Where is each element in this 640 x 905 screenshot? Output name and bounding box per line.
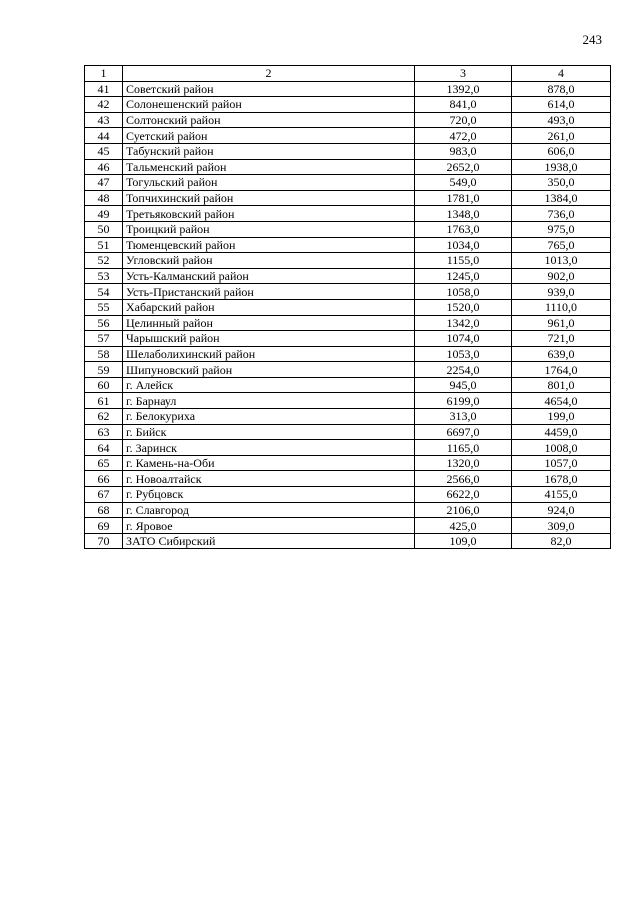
value-column-4-cell: 721,0 — [512, 331, 611, 347]
table-row — [85, 221, 611, 237]
value-column-4-cell: 961,0 — [512, 315, 611, 331]
table-body — [85, 81, 611, 549]
value-column-4-cell: 736,0 — [512, 206, 611, 222]
row-number-cell: 44 — [85, 128, 123, 144]
district-name-cell: г. Заринск — [123, 440, 415, 456]
row-number-cell: 62 — [85, 409, 123, 425]
table-row — [85, 112, 611, 128]
table-row — [85, 409, 611, 425]
row-number-cell: 67 — [85, 487, 123, 503]
row-number-cell: 51 — [85, 237, 123, 253]
row-number-cell: 61 — [85, 393, 123, 409]
district-name-cell: г. Славгород — [123, 502, 415, 518]
value-column-3-cell: 841,0 — [415, 97, 512, 113]
district-name-cell: Советский район — [123, 81, 415, 97]
column-header-2: 2 — [123, 66, 415, 82]
row-number-cell: 45 — [85, 143, 123, 159]
district-name-cell: Усть-Пристанский район — [123, 284, 415, 300]
district-name-cell: г. Яровое — [123, 518, 415, 534]
value-column-3-cell: 549,0 — [415, 175, 512, 191]
value-column-3-cell: 109,0 — [415, 533, 512, 549]
district-name-cell: ЗАТО Сибирский — [123, 533, 415, 549]
table-row — [85, 175, 611, 191]
table-row — [85, 284, 611, 300]
value-column-4-cell: 975,0 — [512, 221, 611, 237]
table-row — [85, 97, 611, 113]
value-column-4-cell: 4654,0 — [512, 393, 611, 409]
value-column-3-cell: 1165,0 — [415, 440, 512, 456]
row-number-cell: 41 — [85, 81, 123, 97]
value-column-3-cell: 1392,0 — [415, 81, 512, 97]
table-row — [85, 253, 611, 269]
district-name-cell: Суетский район — [123, 128, 415, 144]
value-column-4-cell: 199,0 — [512, 409, 611, 425]
value-column-3-cell: 1348,0 — [415, 206, 512, 222]
value-column-4-cell: 1938,0 — [512, 159, 611, 175]
row-number-cell: 57 — [85, 331, 123, 347]
row-number-cell: 68 — [85, 502, 123, 518]
row-number-cell: 46 — [85, 159, 123, 175]
row-number-cell: 50 — [85, 221, 123, 237]
value-column-3-cell: 1074,0 — [415, 331, 512, 347]
value-column-3-cell: 313,0 — [415, 409, 512, 425]
district-name-cell: г. Новоалтайск — [123, 471, 415, 487]
value-column-3-cell: 6622,0 — [415, 487, 512, 503]
value-column-4-cell: 614,0 — [512, 97, 611, 113]
value-column-3-cell: 1320,0 — [415, 455, 512, 471]
value-column-4-cell: 1764,0 — [512, 362, 611, 378]
district-name-cell: Табунский район — [123, 143, 415, 159]
value-column-4-cell: 350,0 — [512, 175, 611, 191]
value-column-3-cell: 1342,0 — [415, 315, 512, 331]
row-number-cell: 49 — [85, 206, 123, 222]
row-number-cell: 42 — [85, 97, 123, 113]
district-name-cell: г. Белокуриха — [123, 409, 415, 425]
table-row — [85, 455, 611, 471]
value-column-4-cell: 924,0 — [512, 502, 611, 518]
value-column-3-cell: 2652,0 — [415, 159, 512, 175]
value-column-3-cell: 1763,0 — [415, 221, 512, 237]
table-row — [85, 159, 611, 175]
value-column-4-cell: 801,0 — [512, 377, 611, 393]
value-column-3-cell: 1781,0 — [415, 190, 512, 206]
value-column-4-cell: 1013,0 — [512, 253, 611, 269]
table-row — [85, 143, 611, 159]
district-name-cell: Тогульский район — [123, 175, 415, 191]
value-column-4-cell: 261,0 — [512, 128, 611, 144]
value-column-4-cell: 765,0 — [512, 237, 611, 253]
header-row — [85, 66, 611, 82]
district-name-cell: г. Рубцовск — [123, 487, 415, 503]
value-column-3-cell: 1155,0 — [415, 253, 512, 269]
table-row — [85, 518, 611, 534]
row-number-cell: 48 — [85, 190, 123, 206]
value-column-3-cell: 945,0 — [415, 377, 512, 393]
value-column-3-cell: 2106,0 — [415, 502, 512, 518]
table-row — [85, 502, 611, 518]
value-column-4-cell: 1057,0 — [512, 455, 611, 471]
value-column-4-cell: 493,0 — [512, 112, 611, 128]
value-column-4-cell: 902,0 — [512, 268, 611, 284]
value-column-4-cell: 1110,0 — [512, 299, 611, 315]
district-name-cell: Усть-Калманский район — [123, 268, 415, 284]
district-name-cell: Чарышский район — [123, 331, 415, 347]
district-name-cell: Тюменцевский район — [123, 237, 415, 253]
value-column-3-cell: 983,0 — [415, 143, 512, 159]
district-name-cell: Тальменский район — [123, 159, 415, 175]
value-column-4-cell: 1008,0 — [512, 440, 611, 456]
row-number-cell: 63 — [85, 424, 123, 440]
value-column-3-cell: 6697,0 — [415, 424, 512, 440]
district-name-cell: Шипуновский район — [123, 362, 415, 378]
value-column-4-cell: 1384,0 — [512, 190, 611, 206]
row-number-cell: 54 — [85, 284, 123, 300]
district-name-cell: Шелаболихинский район — [123, 346, 415, 362]
table-row — [85, 128, 611, 144]
row-number-cell: 69 — [85, 518, 123, 534]
table-row — [85, 237, 611, 253]
table-row — [85, 81, 611, 97]
table-row — [85, 533, 611, 549]
district-name-cell: Солонешенский район — [123, 97, 415, 113]
value-column-3-cell: 2254,0 — [415, 362, 512, 378]
table-row — [85, 393, 611, 409]
value-column-3-cell: 6199,0 — [415, 393, 512, 409]
value-column-3-cell: 1058,0 — [415, 284, 512, 300]
page-number: 243 — [582, 32, 602, 47]
row-number-cell: 60 — [85, 377, 123, 393]
row-number-cell: 70 — [85, 533, 123, 549]
value-column-3-cell: 1520,0 — [415, 299, 512, 315]
column-header-1: 1 — [85, 66, 123, 82]
value-column-4-cell: 606,0 — [512, 143, 611, 159]
value-column-3-cell: 1053,0 — [415, 346, 512, 362]
district-name-cell: Солтонский район — [123, 112, 415, 128]
district-name-cell: г. Бийск — [123, 424, 415, 440]
value-column-3-cell: 425,0 — [415, 518, 512, 534]
district-name-cell: Топчихинский район — [123, 190, 415, 206]
column-header-4: 4 — [512, 66, 611, 82]
table-row — [85, 487, 611, 503]
table-row — [85, 268, 611, 284]
value-column-3-cell: 1034,0 — [415, 237, 512, 253]
value-column-4-cell: 82,0 — [512, 533, 611, 549]
value-column-3-cell: 2566,0 — [415, 471, 512, 487]
row-number-cell: 43 — [85, 112, 123, 128]
value-column-4-cell: 4155,0 — [512, 487, 611, 503]
district-name-cell: Троицкий район — [123, 221, 415, 237]
table-row — [85, 440, 611, 456]
row-number-cell: 53 — [85, 268, 123, 284]
value-column-4-cell: 309,0 — [512, 518, 611, 534]
table-row — [85, 424, 611, 440]
row-number-cell: 58 — [85, 346, 123, 362]
row-number-cell: 52 — [85, 253, 123, 269]
row-number-cell: 55 — [85, 299, 123, 315]
row-number-cell: 66 — [85, 471, 123, 487]
row-number-cell: 56 — [85, 315, 123, 331]
table-row — [85, 206, 611, 222]
value-column-4-cell: 4459,0 — [512, 424, 611, 440]
value-column-3-cell: 720,0 — [415, 112, 512, 128]
table-row — [85, 362, 611, 378]
district-name-cell: г. Камень-на-Оби — [123, 455, 415, 471]
table-row — [85, 315, 611, 331]
data-table — [84, 65, 611, 549]
district-name-cell: Угловский район — [123, 253, 415, 269]
value-column-3-cell: 472,0 — [415, 128, 512, 144]
table-row — [85, 346, 611, 362]
district-name-cell: Третьяковский район — [123, 206, 415, 222]
value-column-3-cell: 1245,0 — [415, 268, 512, 284]
table-row — [85, 377, 611, 393]
table-row — [85, 299, 611, 315]
value-column-4-cell: 1678,0 — [512, 471, 611, 487]
row-number-cell: 64 — [85, 440, 123, 456]
column-header-3: 3 — [415, 66, 512, 82]
row-number-cell: 65 — [85, 455, 123, 471]
table-row — [85, 331, 611, 347]
row-number-cell: 47 — [85, 175, 123, 191]
district-name-cell: Хабарский район — [123, 299, 415, 315]
table-row — [85, 190, 611, 206]
table-row — [85, 471, 611, 487]
value-column-4-cell: 639,0 — [512, 346, 611, 362]
district-name-cell: Целинный район — [123, 315, 415, 331]
value-column-4-cell: 878,0 — [512, 81, 611, 97]
table-header — [85, 66, 611, 82]
district-name-cell: г. Алейск — [123, 377, 415, 393]
value-column-4-cell: 939,0 — [512, 284, 611, 300]
district-name-cell: г. Барнаул — [123, 393, 415, 409]
row-number-cell: 59 — [85, 362, 123, 378]
